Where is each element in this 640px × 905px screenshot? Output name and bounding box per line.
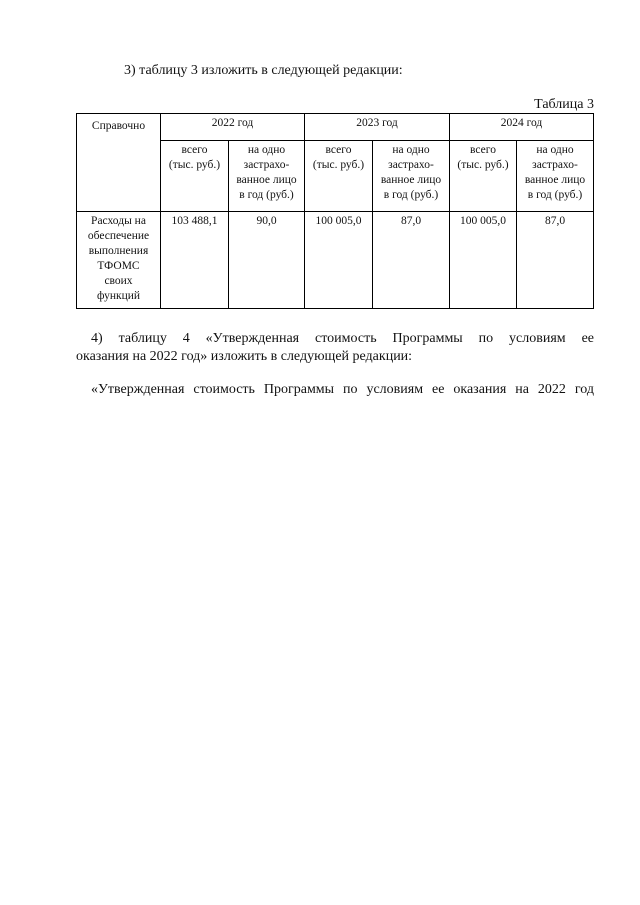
subheader-total: всего (тыс. руб.) xyxy=(161,141,229,212)
subheader-per-person: на одно застрахо- ванное лицо в год (руб.) xyxy=(229,141,305,212)
corner-header: Справочно xyxy=(77,114,161,212)
value-cell: 87,0 xyxy=(373,212,450,309)
year-header-2022: 2022 год xyxy=(161,114,305,141)
year-header-2023: 2023 год xyxy=(305,114,450,141)
table-row xyxy=(77,212,594,309)
table-4-title: «Утвержденная стоимость Программы по условиям ее оказания на 2022 год xyxy=(91,382,594,397)
table-caption: Таблица 3 xyxy=(534,97,594,112)
value-cell: 100 005,0 xyxy=(305,212,373,309)
row-label: Расходы на обеспечение выполнения ТФОМС своих функций xyxy=(77,212,161,309)
subheader-per-person: на одно застрахо- ванное лицо в год (руб.) xyxy=(517,141,594,212)
data-table xyxy=(76,113,594,309)
value-cell: 87,0 xyxy=(517,212,594,309)
value-cell: 100 005,0 xyxy=(450,212,517,309)
intro-paragraph: 3) таблицу 3 изложить в следующей редакции: xyxy=(124,63,403,78)
value-cell: 103 488,1 xyxy=(161,212,229,309)
subheader-per-person: на одно застрахо- ванное лицо в год (руб.) xyxy=(373,141,450,212)
year-header-2024: 2024 год xyxy=(450,114,594,141)
value-cell: 90,0 xyxy=(229,212,305,309)
paragraph-4-line-2: оказания на 2022 год» изложить в следующей редакции: xyxy=(76,349,413,364)
paragraph-4-line-1: 4) таблицу 4 «Утвержденная стоимость Программы по условиям ее xyxy=(91,331,594,346)
subheader-total: всего (тыс. руб.) xyxy=(305,141,373,212)
subheader-total: всего (тыс. руб.) xyxy=(450,141,517,212)
